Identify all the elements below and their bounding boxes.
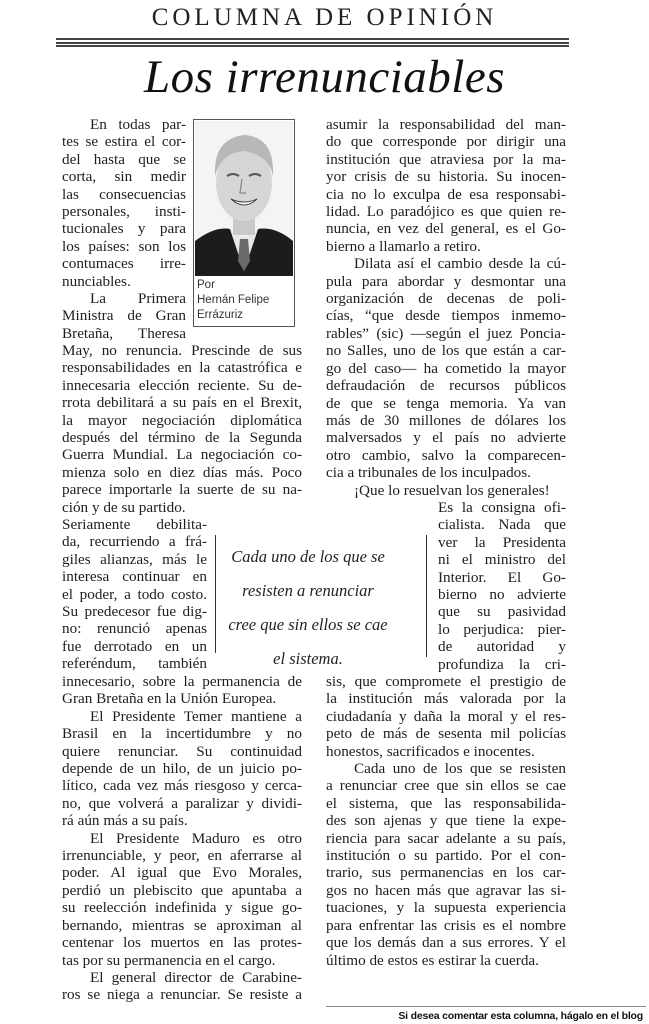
text-line: la mayor negociación diplomática [62, 411, 302, 429]
text-line: interesa continuar en [62, 568, 207, 586]
text-line: perdió un plebiscito que apuntaba a [62, 881, 302, 899]
text-line: del hasta que se [62, 150, 186, 168]
text-line: tuaciones, y la supuesta experiencia [326, 899, 566, 917]
text-line: Su predecesor fue dig- [62, 603, 207, 621]
text-line: institución o su partido. Por el con- [326, 847, 566, 865]
pull-quote-right-rule [426, 535, 427, 657]
author-photo [195, 121, 293, 276]
pull-quote-line: resisten a renunciar [242, 581, 374, 600]
text-line: Guerra Mundial. La negociación co- [62, 446, 302, 464]
text-line: no, que volverá a paralizar y dividi- [62, 794, 302, 812]
column-1-wide-a [62, 342, 302, 516]
text-line: no: renunció apenas [62, 620, 207, 638]
text-line: ros se niega a renunciar. Se resiste a [62, 986, 302, 1004]
footer-rule [326, 1006, 646, 1007]
text-line: para enfrentar las crisis es el nombre [326, 916, 566, 934]
text-line: de que se tenga memoria. Ya van [326, 394, 566, 412]
text-line: May, no renuncia. Prescinde de sus [62, 342, 302, 359]
text-line: parece importarle la suerte de su na- [62, 481, 302, 499]
pull-quote-line: cree que sin ellos se cae [228, 615, 388, 634]
header-rules [56, 38, 569, 47]
text-line: pula para abordar y desmontar una [326, 272, 566, 290]
text-line: yor crisis de su historia. Su inocen- [326, 168, 566, 186]
text-line: des son ajenas y que tiene la expe- [326, 812, 566, 830]
text-line: innecesario, sobre la permanencia de [62, 673, 302, 690]
text-line: ¡Que lo resuelvan los generales! [354, 481, 550, 499]
text-line: nunciables. [62, 272, 131, 290]
text-line: Seriamente debilita- [62, 516, 207, 533]
text-line: asumir la responsabilidad del man- [326, 116, 566, 133]
text-line: da, recurriendo a frá- [62, 533, 207, 551]
text-line: Interior. El Go- [438, 568, 566, 586]
text-line: ción y de su partido. [62, 498, 186, 516]
text-line: ver la Presidenta [438, 533, 566, 551]
pull-quote [228, 540, 388, 676]
article-headline: Los irrenunciables [143, 51, 506, 103]
text-line: no Salles, uno de los que están a car- [326, 342, 566, 360]
text-line: Brasil en la incertidumbre y no [62, 725, 302, 743]
text-line: cialista. Nada que [438, 516, 566, 534]
text-line: ni el ministro del [438, 551, 566, 569]
author-portrait-icon [195, 121, 293, 276]
text-line: referéndum, también [62, 655, 207, 673]
text-line: más de 30 millones de dólares los [326, 411, 566, 429]
text-line: peto de más de sesenta mil policías [326, 725, 566, 743]
text-line: En todas par- [90, 116, 186, 133]
text-line: rá aún más a su país. [62, 812, 188, 830]
text-line: fue derrotado en un [62, 637, 207, 655]
text-line: nuncia, en vez del general, es el Go- [326, 220, 566, 238]
column-2-narrow [438, 499, 566, 673]
text-line: tas por su permanencia en el cargo. [62, 951, 276, 969]
text-line: último de estos es estirar la cuerda. [326, 951, 539, 969]
text-line: poder. Al igual que Evo Morales, [62, 864, 302, 882]
column-1-wide-b [62, 673, 302, 1004]
text-line: personales, insti- [62, 203, 186, 221]
author-box [193, 119, 295, 327]
text-line: ciudadanía y daña la moral y el res- [326, 707, 566, 725]
text-line: do que corresponde por dirigir una [326, 133, 566, 151]
column-2-wide-a [326, 116, 566, 499]
text-line: rables” (sic) —según el juez Poncia- [326, 324, 566, 342]
text-line: Gran Bretaña en la Unión Europea. [62, 690, 277, 708]
text-line: que su pasividad [438, 603, 566, 621]
text-line: cías, “que desde tiempos inmemo- [326, 307, 566, 325]
text-line: Es la consigna ofi- [438, 499, 566, 516]
footer-blog-note: Si desea comentar esta columna, hágalo en el blog [398, 1010, 643, 1022]
text-line: organización de decenas de poli- [326, 290, 566, 308]
text-line: los países: son los [62, 237, 186, 255]
text-line: El Presidente Maduro es otro [90, 829, 302, 847]
text-line: mienza solo en diez días más. Poco [62, 463, 302, 481]
text-line: otro cambio, salvo la comparecen- [326, 446, 566, 464]
text-line: bierno a llamarlo a retiro. [326, 237, 481, 255]
text-line: irrenunciable, y peor, en aferrarse al [62, 847, 302, 865]
text-line: Dilata así el cambio desde la cú- [354, 255, 566, 273]
text-line: rrota debilitará a su país en el Brexit, [62, 394, 302, 412]
text-line: innecesaria elección reciente. Su de- [62, 376, 302, 394]
text-line: responsabilidades en la catastrófica e [62, 359, 302, 377]
text-line: La Primera [90, 290, 186, 308]
text-line: el sistema, que las responsabilida- [326, 794, 566, 812]
column-1-narrow-b [62, 516, 207, 673]
text-line: Cada uno de los que se resisten [354, 760, 566, 778]
text-line: giles alianzas, más le [62, 550, 207, 568]
byline [197, 278, 269, 323]
text-line: tes se estira el cor- [62, 133, 186, 151]
column-1-top-narrow [62, 116, 186, 342]
text-line: corta, sin medir [62, 168, 186, 186]
text-line: Ministra de Gran [62, 307, 186, 325]
text-line: cia no lo exculpa de esa responsabi- [326, 185, 566, 203]
text-line: lítico, cada vez más riesgoso y cerca- [62, 777, 302, 795]
text-line: quiere renunciar. Su continuidad [62, 742, 302, 760]
section-kicker: COLUMNA DE OPINIÓN [151, 4, 498, 31]
text-line: riencia para sacar adelante a su país, [326, 829, 566, 847]
text-line: lidad. Lo paradójico es que quien re- [326, 203, 566, 221]
text-line: cia a tribunales de los inculpados. [326, 464, 531, 482]
text-line: el poder, a todo costo. [62, 585, 207, 603]
text-line: sis, que compromete el prestigio de [326, 673, 566, 690]
byline-prefix: Por [197, 279, 215, 291]
text-line: a renunciar cree que sin ellos se cae [326, 777, 566, 795]
text-line: tucionales y para [62, 220, 186, 238]
text-line: que los demás dan a sus errores. Y el [326, 934, 566, 952]
pull-quote-line: el sistema. [273, 649, 343, 668]
text-line: bernando, mientras se aproximan al [62, 916, 302, 934]
text-line: contumaces irre- [62, 255, 186, 273]
text-line: bierno no advierte [438, 586, 566, 604]
pull-quote-left-rule [215, 535, 216, 653]
byline-last-name: Errázuriz [197, 309, 244, 321]
text-line: lo perjudica: pier- [438, 620, 566, 638]
text-line: depende de un hilo, de un juicio po- [62, 760, 302, 778]
text-line: la institución más valorada por la [326, 690, 566, 708]
text-line: defraudación de recursos públicos [326, 377, 566, 395]
text-line: trario, sus permanencias en los car- [326, 864, 566, 882]
byline-first-name: Hernán Felipe [197, 294, 270, 306]
text-line: centenar los muertos en las protes- [62, 934, 302, 952]
text-line: las consecuencias [62, 185, 186, 203]
text-line: El Presidente Temer mantiene a [90, 707, 302, 725]
text-line: malversados y el país no advierte [326, 429, 566, 447]
text-line: institución que atraviesa por la ma- [326, 150, 566, 168]
pull-quote-line: Cada uno de los que se [231, 547, 385, 566]
text-line: profundiza la cri- [438, 655, 566, 673]
text-line: Bretaña, Theresa [62, 324, 186, 342]
text-line: honestos, sacrificados e inocentes. [326, 742, 535, 760]
column-2-wide-b [326, 673, 566, 969]
text-line: su reelección indefinida y sigue go- [62, 899, 302, 917]
text-line: El general director de Carabine- [90, 968, 302, 986]
text-line: gos no hacen más que agravar las si- [326, 881, 566, 899]
text-line: go del caso— ha cometido la mayor [326, 359, 566, 377]
text-line: después del término de la Segunda [62, 429, 302, 447]
text-line: de autoridad y [438, 638, 566, 656]
